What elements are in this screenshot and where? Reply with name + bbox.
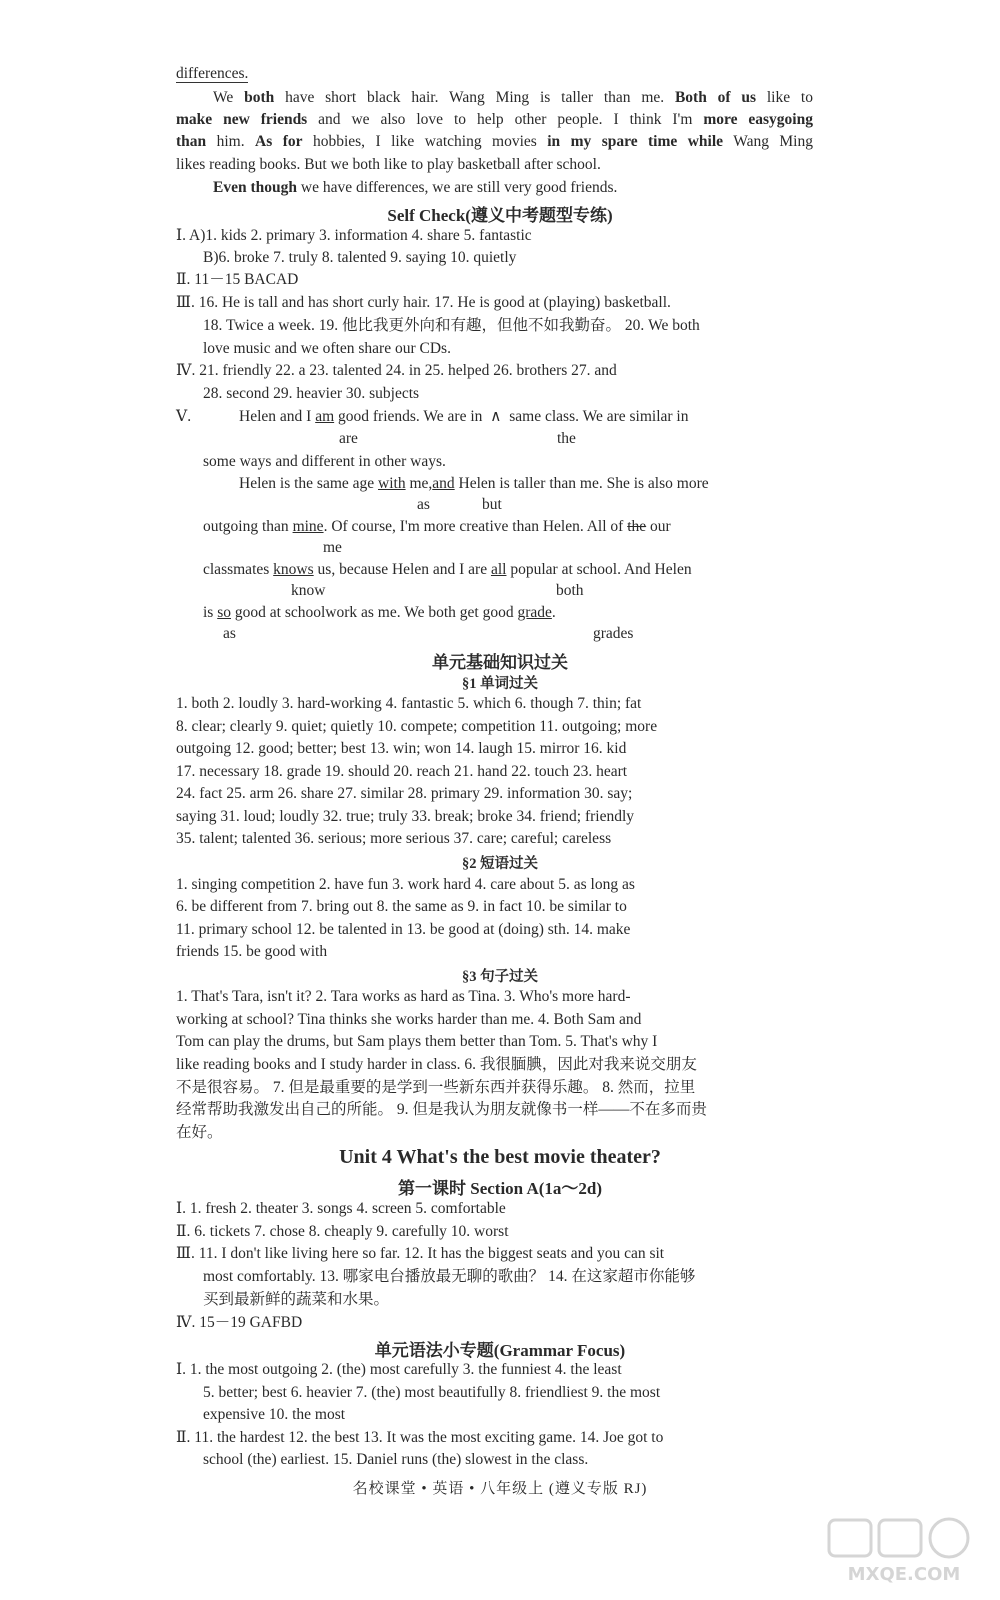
- answer-line: friends 15. be good with: [176, 943, 328, 960]
- correction-word: know: [291, 582, 326, 599]
- answer-line: expensive 10. the most: [203, 1406, 346, 1423]
- answer-line: 买到最新鲜的蔬菜和水果。: [203, 1291, 390, 1308]
- subsection-heading: §3 句子过关: [461, 969, 539, 985]
- correction-line: is so good at schoolwork as me. We both get good grade.: [203, 604, 556, 621]
- correction-word: as: [223, 625, 236, 642]
- answer-line: Ⅰ. A)1. kids 2. primary 3. information 4. share 5. fantastic: [176, 227, 532, 244]
- answer-line: 不是很容易。 7. 但是最重要的是学到一些新东西并获得乐趣。 8. 然而，拉里: [176, 1079, 696, 1096]
- section-heading: 单元基础知识过关: [432, 653, 568, 672]
- answer-line: 35. talent; talented 36. serious; more serious 37. care; careful; careless: [176, 830, 612, 847]
- correction-word: are: [339, 430, 358, 447]
- page-footer: 名校课堂 • 英语 • 八年级上 (遵义专版 RJ): [352, 1481, 648, 1497]
- answer-line: 5. better; best 6. heavier 7. (the) most beautifully 8. friendliest 9. the most: [203, 1384, 661, 1401]
- text-line: We both have short black hair. Wang Ming is taller than me. Both of us like to: [213, 89, 813, 106]
- unit-title: Unit 4 What's the best movie theater?: [339, 1146, 661, 1168]
- text-line: than him. As for hobbies, I like watching movies in my spare time while Wang Ming: [176, 133, 813, 150]
- correction-word: but: [482, 496, 502, 513]
- answer-line: working at school? Tina thinks she works harder than me. 4. Both Sam and: [176, 1011, 642, 1028]
- answer-line: 17. necessary 18. grade 19. should 20. reach 21. hand 22. touch 23. heart: [176, 763, 628, 780]
- correction-line: classmates knows us, because Helen and I are all popular at school. And Helen: [203, 561, 692, 578]
- answer-line: Tom can play the drums, but Sam plays them better than Tom. 5. That's why I: [176, 1033, 658, 1050]
- answer-line: Ⅱ. 11－15 BACAD: [176, 271, 299, 288]
- answer-line: school (the) earliest. 15. Daniel runs (the) slowest in the class.: [203, 1451, 589, 1468]
- text-line: make new friends and we also love to help other people. I think I'm more easygoing: [176, 111, 813, 128]
- correction-word: as: [417, 496, 430, 513]
- answer-line: 1. singing competition 2. have fun 3. work hard 4. care about 5. as long as: [176, 876, 635, 893]
- answer-line: love music and we often share our CDs.: [203, 340, 451, 357]
- correction-word: me: [323, 539, 342, 556]
- answer-line: 经常帮助我激发出自己的所能。 9. 但是我认为朋友就像书一样——不在多而贵: [176, 1101, 707, 1118]
- answer-line: 在好。: [176, 1124, 223, 1141]
- answer-line: saying 31. loud; loudly 32. true; truly 33. break; broke 34. friend; friendly: [176, 808, 635, 825]
- answer-line: Ⅰ. 1. the most outgoing 2. (the) most carefully 3. the funniest 4. the least: [176, 1361, 622, 1378]
- correction-line: some ways and different in other ways.: [203, 453, 446, 470]
- answer-line: 24. fact 25. arm 26. share 27. similar 28. primary 29. information 30. say;: [176, 785, 633, 802]
- answer-line: 6. be different from 7. bring out 8. the same as 9. in fact 10. be similar to: [176, 898, 627, 915]
- text-line: likes reading books. But we both like to play basketball after school.: [176, 156, 601, 173]
- correction-word: grades: [593, 625, 634, 642]
- text-line: Even though we have differences, we are still very good friends.: [213, 179, 618, 196]
- answer-line: Ⅱ. 11. the hardest 12. the best 13. It was the most exciting game. 14. Joe got to: [176, 1429, 664, 1446]
- answer-line: B)6. broke 7. truly 8. talented 9. saying 10. quietly: [203, 249, 517, 266]
- correction-line: Helen and I am good friends. We are in ∧ same class. We are similar in: [239, 408, 689, 425]
- subsection-heading: §1 单词过关: [461, 676, 539, 692]
- correction-line: Helen is the same age with me,and Helen is taller than me. She is also more: [239, 475, 709, 492]
- section-marker: Ⅴ.: [176, 408, 192, 425]
- watermark-text: MXQE.COM: [847, 1564, 961, 1585]
- correction-line: outgoing than mine. Of course, I'm more creative than Helen. All of the our: [203, 518, 671, 535]
- answer-line: most comfortably. 13. 哪家电台播放最无聊的歌曲？ 14. 在这家超市你能够: [203, 1268, 696, 1285]
- answer-line: 28. second 29. heavier 30. subjects: [203, 385, 420, 402]
- watermark-logo-icon: [827, 1516, 982, 1586]
- answer-line: outgoing 12. good; better; best 13. win; won 14. laugh 15. mirror 16. kid: [176, 740, 627, 757]
- answer-line: Ⅰ. 1. fresh 2. theater 3. songs 4. screen 5. comfortable: [176, 1200, 506, 1217]
- answer-line: 18. Twice a week. 19. 他比我更外向和有趣，但他不如我勤奋。 20. We both: [203, 317, 700, 334]
- text-line: differences.: [176, 65, 249, 82]
- correction-word: both: [556, 582, 584, 599]
- section-heading: Self Check(遵义中考题型专练): [387, 206, 613, 225]
- lesson-heading: 第一课时 Section A(1a～2d): [398, 1179, 602, 1198]
- answer-line: 1. That's Tara, isn't it? 2. Tara works as hard as Tina. 3. Who's more hard-: [176, 988, 631, 1005]
- answer-line: 1. both 2. loudly 3. hard-working 4. fantastic 5. which 6. though 7. thin; fat: [176, 695, 642, 712]
- answer-line: Ⅲ. 11. I don't like living here so far. 12. It has the biggest seats and you can sit: [176, 1245, 665, 1262]
- answer-line: like reading books and I study harder in class. 6. 我很腼腆，因此对我来说交朋友: [176, 1056, 697, 1073]
- answer-line: Ⅱ. 6. tickets 7. chose 8. cheaply 9. carefully 10. worst: [176, 1223, 509, 1240]
- answer-line: Ⅲ. 16. He is tall and has short curly hair. 17. He is good at (playing) basketball.: [176, 294, 671, 311]
- answer-line: Ⅳ. 15－19 GAFBD: [176, 1314, 303, 1331]
- correction-word: the: [557, 430, 576, 447]
- answer-line: 8. clear; clearly 9. quiet; quietly 10. compete; competition 11. outgoing; more: [176, 718, 658, 735]
- section-heading: 单元语法小专题(Grammar Focus): [374, 1341, 626, 1360]
- answer-line: 11. primary school 12. be talented in 13. be good at (doing) sth. 14. make: [176, 921, 631, 938]
- subsection-heading: §2 短语过关: [461, 856, 539, 872]
- answer-line: Ⅳ. 21. friendly 22. a 23. talented 24. in 25. helped 26. brothers 27. and: [176, 362, 617, 379]
